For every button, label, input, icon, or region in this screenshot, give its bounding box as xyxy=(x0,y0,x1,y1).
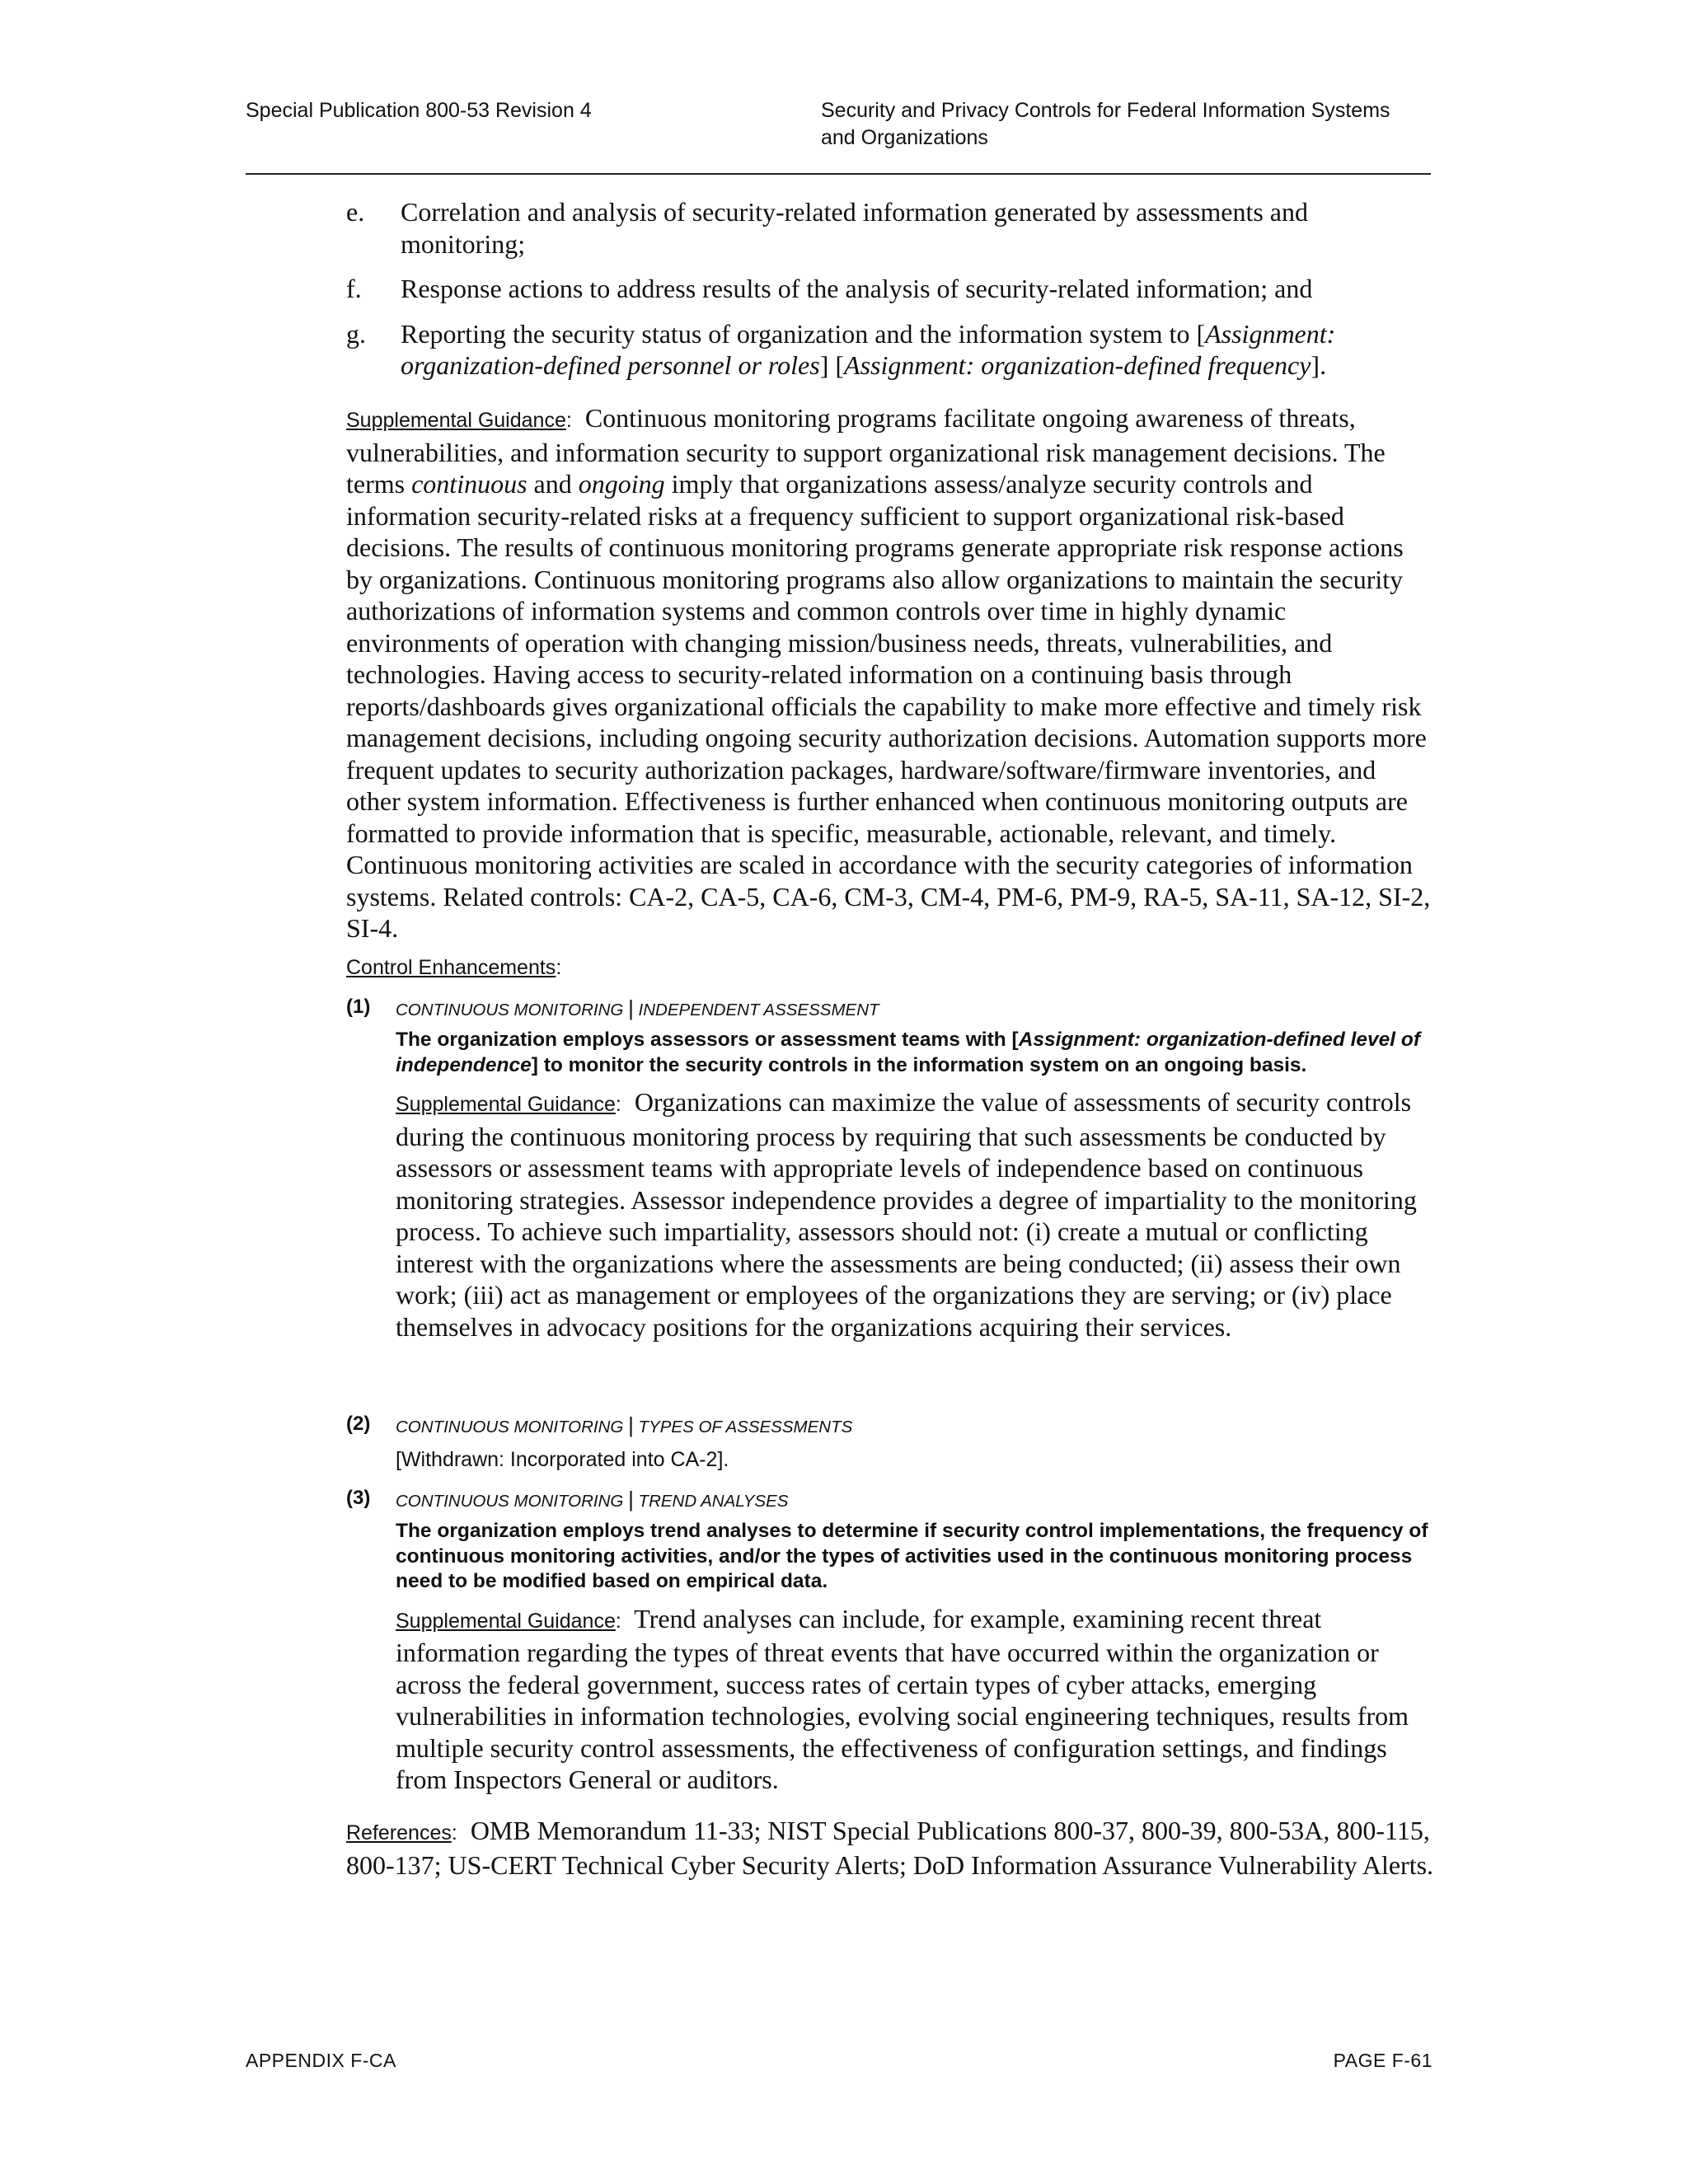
enhancement-1 xyxy=(346,996,1434,1343)
enhancement-statement: The organization employs trend analyses to determine if security control implementations, the frequency of continuous monitoring activities, and/or the types of activities used in the continuous monitoring process need to be modified based on empirical data. xyxy=(396,1520,1428,1592)
list-item xyxy=(346,273,1434,305)
list-item-text xyxy=(401,319,1335,381)
emphasis-term: continuous xyxy=(411,469,528,499)
supplemental-guidance-text: Organizations can maximize the value of assessments of security controls during the continuous monitoring process by requiring that such assessments be conducted by assessors or assessment teams with appropriate levels of independence based on continuous monitoring strategies. Assessor independence provides a degree of impartiality to the monitoring process. To achieve such impartiality, assessors should not: (i) create a mutual or conflicting interest with the organizations where the assessments are being conducted; (ii) assess their own work; (iii) act as management or employees of the organizations they are serving; or (iv) place themselves in advocacy positions for the organizations acquiring their services. xyxy=(396,1087,1417,1342)
list-item-text-part: ]. xyxy=(1311,350,1327,380)
supplemental-guidance-label: Supplemental Guidance xyxy=(396,1093,616,1116)
references xyxy=(346,1815,1434,1881)
list-item-text: Response actions to address results of the analysis of security-related information; and xyxy=(401,274,1313,303)
enhancement-heading-name: TREND ANALYSES xyxy=(638,1492,789,1511)
emphasis-term: ongoing xyxy=(578,469,665,499)
list-item-text: Correlation and analysis of security-related information generated by assessments and monitoring; xyxy=(401,197,1308,259)
statement-text: ] to monitor the security controls in the information system on an ongoing basis. xyxy=(531,1053,1307,1076)
label-colon: : xyxy=(615,1093,621,1116)
enhancement-heading xyxy=(396,996,1434,1023)
assignment-parameter: Assignment: organization-defined level of independence xyxy=(396,1029,1421,1076)
list-item-text-part: Reporting the security status of organization and the information system to [ xyxy=(401,318,1206,349)
heading-separator: | xyxy=(628,996,634,1020)
control-items-list xyxy=(346,196,1434,395)
list-item xyxy=(346,196,1434,260)
list-item xyxy=(346,318,1434,382)
header-publication-title: Special Publication 800-53 Revision 4 xyxy=(246,99,592,122)
enhancement-heading xyxy=(396,1413,1434,1440)
header-divider xyxy=(246,173,1431,175)
enhancement-heading xyxy=(396,1487,1434,1514)
enhancement-heading-control: CONTINUOUS MONITORING xyxy=(396,1418,624,1436)
supplemental-guidance-label: Supplemental Guidance xyxy=(396,1609,616,1633)
withdrawn-notice: [Withdrawn: Incorporated into CA-2]. xyxy=(396,1448,729,1471)
enhancement-number: (3) xyxy=(346,1487,371,1509)
label-colon: : xyxy=(556,956,562,979)
assignment-parameter: Assignment: organization-defined frequency xyxy=(844,350,1311,380)
enhancement-number: (1) xyxy=(346,996,371,1018)
supplemental-guidance-label: Supplemental Guidance xyxy=(346,409,566,432)
label-colon: : xyxy=(451,1821,457,1844)
assignment-parameter: Assignment: organization-defined personnel or roles xyxy=(401,318,1336,380)
header-document-title-line2: and Organizations xyxy=(821,126,988,149)
list-item-text-part: ] [ xyxy=(819,350,845,380)
control-enhancements-heading xyxy=(346,956,561,980)
enhancement-statement xyxy=(396,1028,1434,1078)
heading-separator: | xyxy=(628,1413,634,1437)
enhancement-heading-control: CONTINUOUS MONITORING xyxy=(396,1492,624,1511)
supplemental-guidance-text: imply that organizations assess/analyze security controls and information security-related risks at a frequency sufficient to support organizational risk-based decisions. The results of continuous monitoring programs generate appropriate risk response actions by organizations. Continuous monitoring programs also allow organizations to maintain the security authorizations of information systems and common controls over time in highly dynamic environments of operation with changing mission/business needs, threats, vulnerabilities, and technologies. Having access to security-related information on a continuing basis through reports/dashboards gives organizational officials the capability to make more effective and timely risk management decisions, including ongoing security authorization decisions. Automation supports more frequent updates to security authorization packages, hardware/software/firmware inventories, and other system information. Effectiveness is further enhanced when continuous monitoring outputs are formatted to provide information that is specific, measurable, actionable, relevant, and timely. Continuous monitoring activities are scaled in accordance with the security categories of information systems. Related controls: CA-2, CA-5, CA-6, CM-3, CM-4, PM-6, PM-9, RA-5, SA-11, SA-12, SI-2, SI-4. xyxy=(346,469,1431,943)
enhancement-2 xyxy=(346,1413,1434,1473)
heading-separator: | xyxy=(628,1487,634,1511)
enhancement-number: (2) xyxy=(346,1413,371,1435)
header-document-title xyxy=(821,97,1447,152)
enhancement-supplemental-guidance xyxy=(396,1086,1434,1343)
references-text: OMB Memorandum 11-33; NIST Special Publications 800-37, 800-39, 800-53A, 800-115, 800-137; US-CERT Technical Cyber Security Alerts; DoD Information Assurance Vulnerability Alerts. xyxy=(346,1816,1434,1880)
enhancement-heading-control: CONTINUOUS MONITORING xyxy=(396,1001,624,1019)
enhancement-heading-name: INDEPENDENT ASSESSMENT xyxy=(638,1001,879,1019)
list-item-marker: e. xyxy=(346,197,365,227)
supplemental-guidance-text: and xyxy=(527,469,579,499)
enhancement-supplemental-guidance xyxy=(396,1603,1434,1796)
supplemental-guidance xyxy=(346,402,1434,944)
enhancement-heading-name: TYPES OF ASSESSMENTS xyxy=(638,1418,853,1436)
enhancement-3 xyxy=(346,1487,1434,1796)
supplemental-guidance-text: Continuous monitoring programs facilitate ongoing awareness of threats, vulnerabilities, and information security to support organizational risk management decisions. The terms xyxy=(346,403,1386,499)
footer-appendix: APPENDIX F-CA xyxy=(246,2050,396,2071)
footer-page-number: PAGE F-61 xyxy=(1333,2050,1432,2071)
label-colon: : xyxy=(615,1609,621,1633)
control-enhancements-label: Control Enhancements xyxy=(346,956,556,979)
label-colon: : xyxy=(565,409,572,432)
supplemental-guidance-text: Trend analyses can include, for example, examining recent threat information regarding the types of threat events that have occurred within the organization or across the federal government, success rates of certain types of cyber attacks, emerging vulnerabilities in information technologies, evolving social engineering techniques, results from multiple security control assessments, the effectiveness of configuration settings, and findings from Inspectors General or auditors. xyxy=(396,1603,1409,1794)
list-item-marker: g. xyxy=(346,318,366,349)
header-document-title-line1: Security and Privacy Controls for Federal Information Systems xyxy=(821,99,1390,122)
statement-text: The organization employs assessors or assessment teams with [ xyxy=(396,1029,1019,1051)
list-item-marker: f. xyxy=(346,274,362,303)
references-label: References xyxy=(346,1821,452,1844)
